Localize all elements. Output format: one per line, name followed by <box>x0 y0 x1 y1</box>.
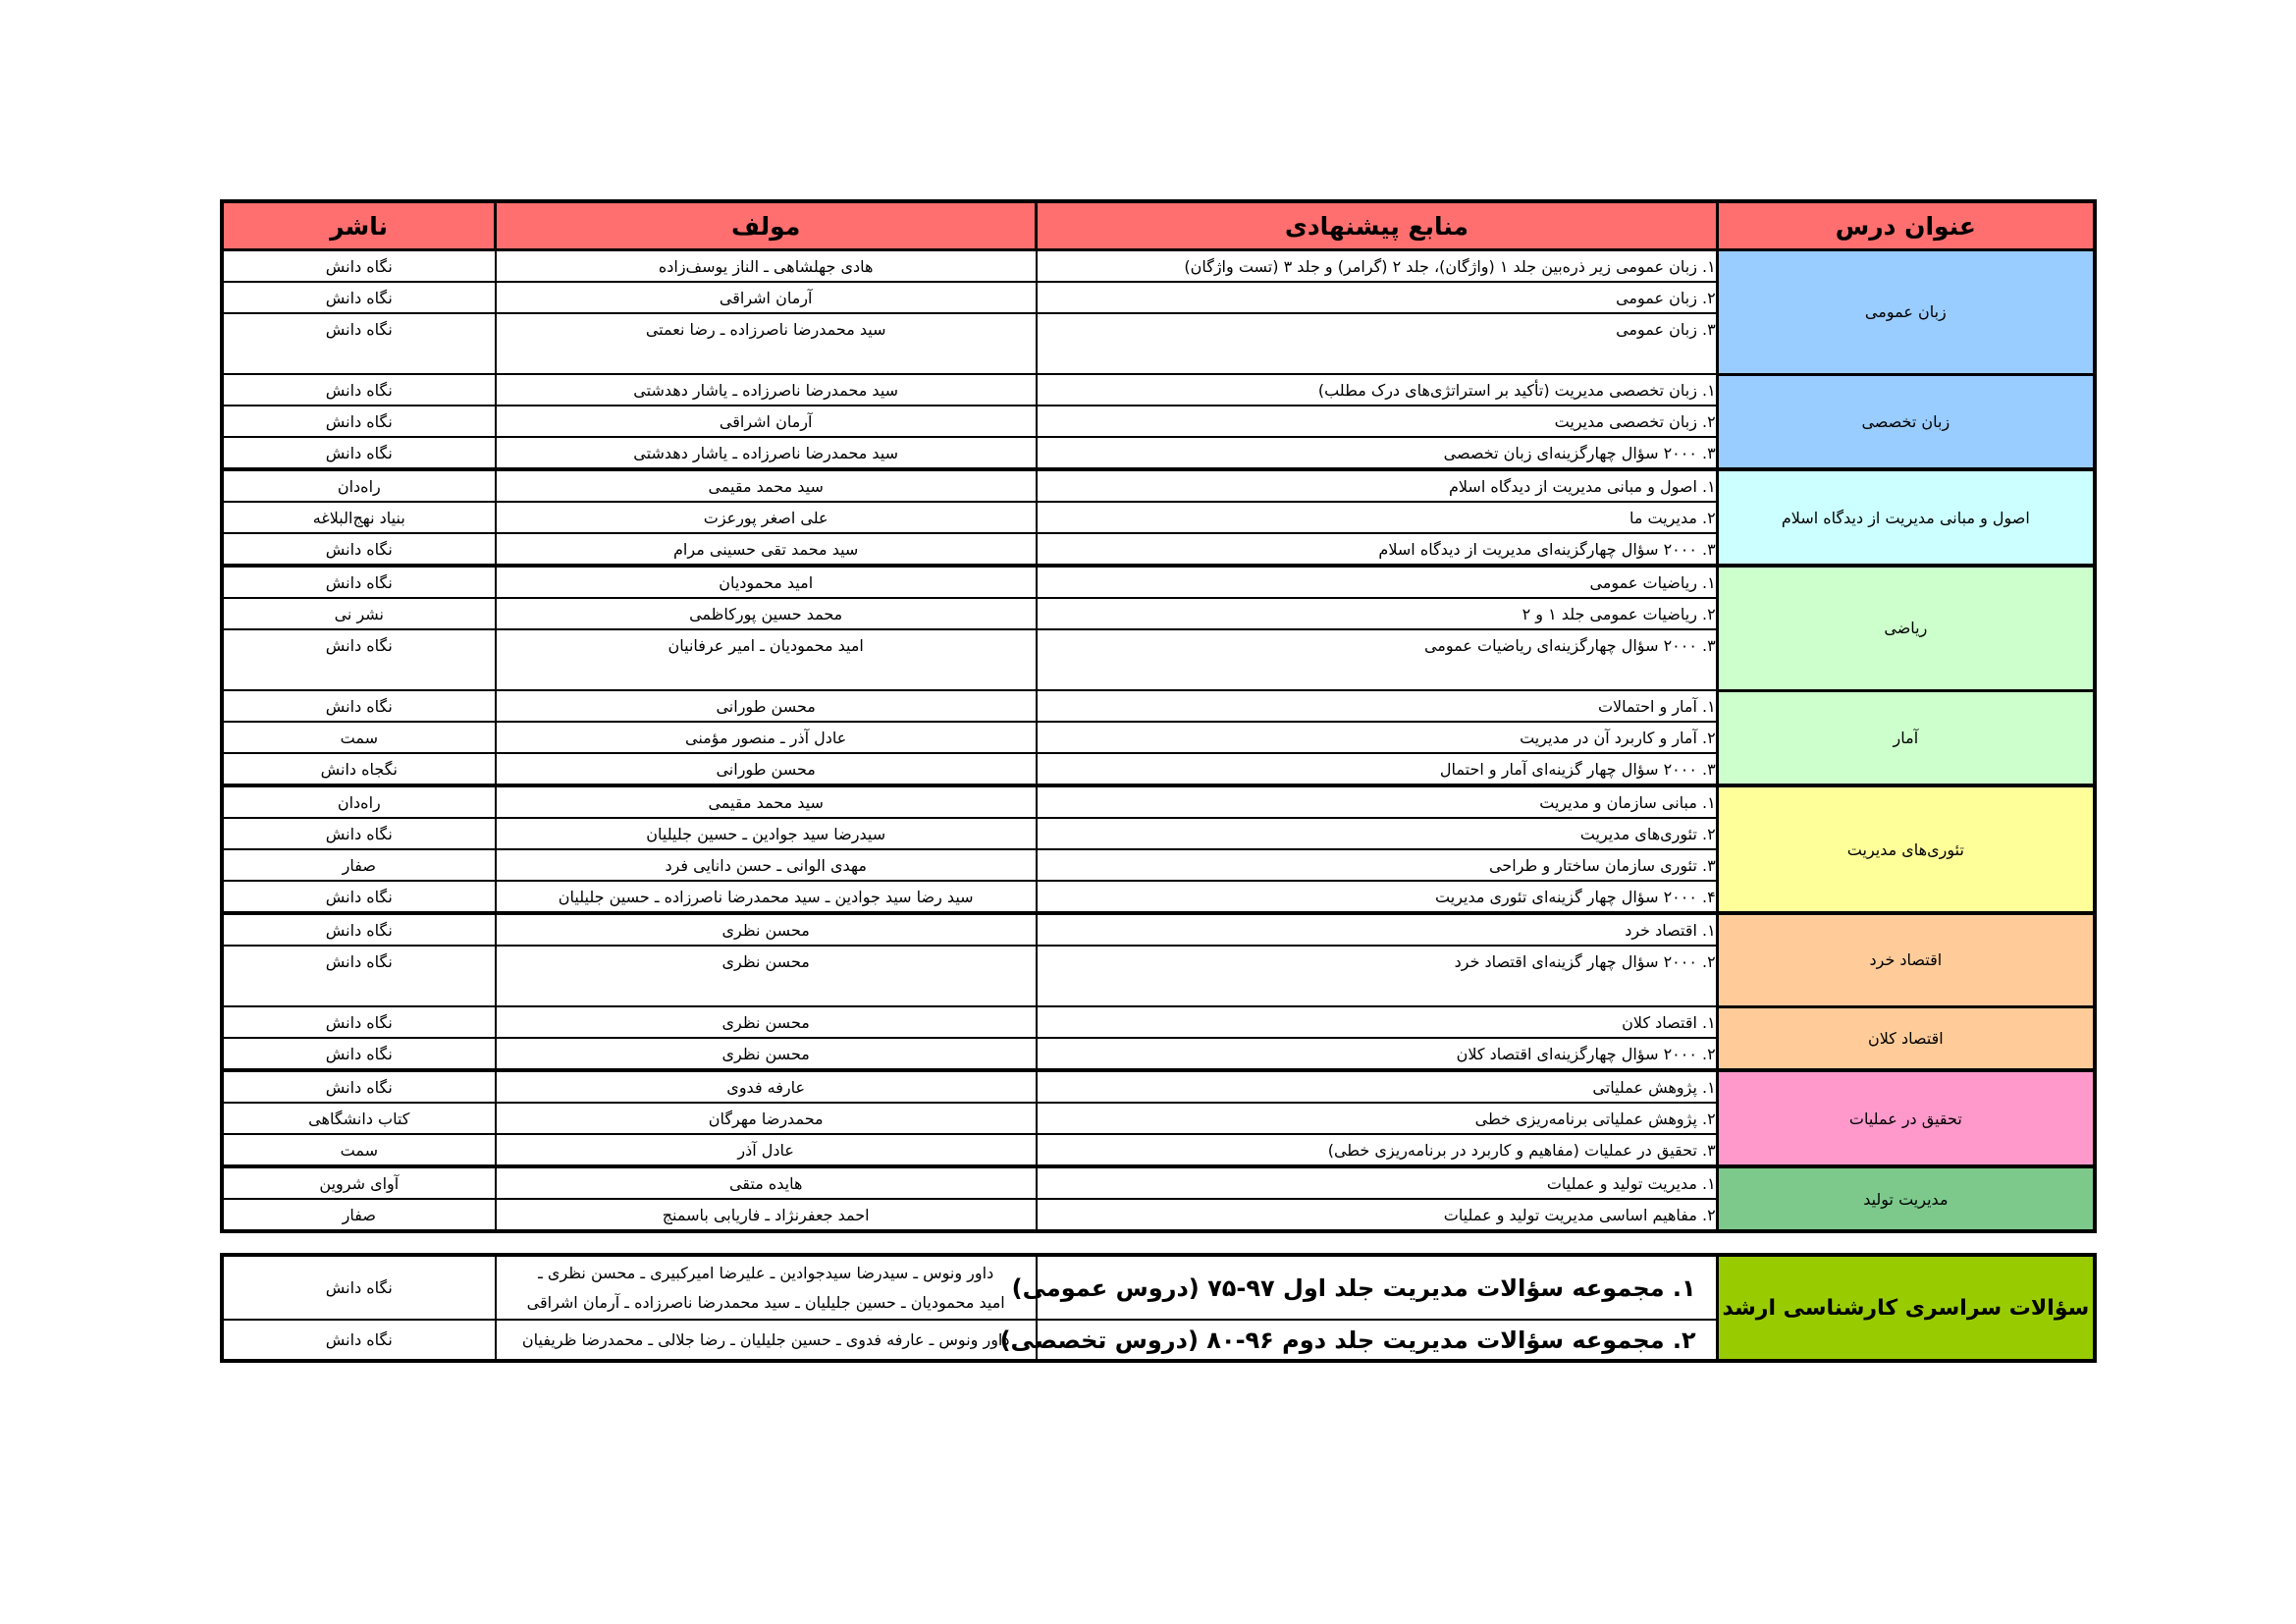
course-title: ریاضی <box>1717 566 2095 690</box>
author-cell: امید محمودیان ـ امیر عرفانیان <box>496 629 1037 660</box>
author-line: داور ونوس ـ سیدرضا سیدجوادین ـ علیرضا امیرکبیری ـ محسن نظری ـ <box>538 1263 994 1282</box>
source-cell: ۳. ۲۰۰۰ سؤال چهارگزینه‌ای زبان تخصصی <box>1037 437 1717 469</box>
course-title: اقتصاد کلان <box>1717 1006 2095 1070</box>
source-cell: ۲. زبان عمومی <box>1037 282 1717 313</box>
author-cell: عادل آذر ـ منصور مؤمنی <box>496 722 1037 753</box>
course-title: اقتصاد خرد <box>1717 913 2095 1006</box>
header-course: عنوان درس <box>1717 201 2095 250</box>
source-cell: ۳. ۲۰۰۰ سؤال چهار گزینه‌ای آمار و احتمال <box>1037 753 1717 785</box>
publisher-cell: نگاه دانش <box>222 1255 496 1320</box>
publisher-cell: نگجاه دانش <box>222 753 496 785</box>
table-row <box>222 566 2095 598</box>
table-row <box>222 374 2095 406</box>
author-cell: محسن طورانی <box>496 753 1037 785</box>
source-cell: ۱. پژوهش عملیاتی <box>1037 1070 1717 1103</box>
author-cell: محسن نظری <box>496 1038 1037 1070</box>
source-cell: ۲. تئوری‌های مدیریت <box>1037 818 1717 849</box>
source-cell: ۲. مفاهیم اساسی مدیریت تولید و عملیات <box>1037 1199 1717 1231</box>
publisher-cell: صفار <box>222 1199 496 1231</box>
table-row <box>222 913 2095 946</box>
publisher-cell: نگاه دانش <box>222 881 496 913</box>
source-cell: ۲. پژوهش عملیاتی برنامه‌ریزی خطی <box>1037 1103 1717 1134</box>
publisher-cell <box>222 976 496 1006</box>
author-cell: سید محمد مقیمی <box>496 469 1037 502</box>
source-cell: ۲. مدیریت ما <box>1037 502 1717 533</box>
author-cell: محسن نظری <box>496 913 1037 946</box>
table-row <box>222 1255 2095 1320</box>
author-cell: محمد حسین پورکاظمی <box>496 598 1037 629</box>
publisher-cell: صفار <box>222 849 496 881</box>
publisher-cell: سمت <box>222 722 496 753</box>
header-author: مولف <box>496 201 1037 250</box>
publisher-cell: نگاه دانش <box>222 250 496 283</box>
publisher-cell: سمت <box>222 1134 496 1166</box>
publisher-cell: راه‌دان <box>222 469 496 502</box>
publisher-cell: راه‌دان <box>222 785 496 818</box>
source-cell: ۱. زبان تخصصی مدیریت (تأکید بر استراتژی‌های درک مطلب) <box>1037 374 1717 406</box>
author-cell: آرمان اشراقی <box>496 406 1037 437</box>
resources-table <box>220 199 2097 1233</box>
author-cell <box>496 660 1037 690</box>
publisher-cell: نگاه دانش <box>222 1038 496 1070</box>
publisher-cell: نگاه دانش <box>222 282 496 313</box>
publisher-cell: نگاه دانش <box>222 1070 496 1103</box>
source-cell: ۱. ریاضیات عمومی <box>1037 566 1717 598</box>
course-title: تحقیق در عملیات <box>1717 1070 2095 1166</box>
source-cell <box>1037 660 1717 690</box>
source-cell: ۱. اصول و مبانی مدیریت از دیدگاه اسلام <box>1037 469 1717 502</box>
author-cell: مهدی الوانی ـ حسن دانایی فرد <box>496 849 1037 881</box>
publisher-cell <box>222 660 496 690</box>
source-cell: ۱. آمار و احتمالات <box>1037 690 1717 722</box>
author-cell: آرمان اشراقی <box>496 282 1037 313</box>
source-cell: ۲. آمار و کاربرد آن در مدیریت <box>1037 722 1717 753</box>
author-line: داور ونوس ـ عارفه فدوی ـ حسین جلیلیان ـ رضا جلالی ـ محمدرضا ظریفیان <box>521 1329 1010 1349</box>
source-cell: ۱. زبان عمومی زیر ذره‌بین جلد ۱ (واژگان)، جلد ۲ (گرامر) و جلد ۳ (تست واژگان) <box>1037 250 1717 283</box>
publisher-cell: نگاه دانش <box>222 1320 496 1361</box>
publisher-cell: نشر نی <box>222 598 496 629</box>
publisher-cell: نگاه دانش <box>222 629 496 660</box>
course-title: زبان عمومی <box>1717 250 2095 375</box>
author-cell <box>496 1320 1037 1361</box>
source-cell: ۳. تئوری سازمان ساختار و طراحی <box>1037 849 1717 881</box>
source-cell: ۲. ریاضیات عمومی جلد ۱ و ۲ <box>1037 598 1717 629</box>
publisher-cell: نگاه دانش <box>222 406 496 437</box>
publisher-cell: کتاب دانشگاهی <box>222 1103 496 1134</box>
author-cell <box>496 1255 1037 1320</box>
author-cell: محمدرضا مهرگان <box>496 1103 1037 1134</box>
author-cell: سید محمد مقیمی <box>496 785 1037 818</box>
source-cell: ۲. ۲۰۰۰ سؤال چهار گزینه‌ای اقتصاد خرد <box>1037 946 1717 976</box>
course-title: آمار <box>1717 690 2095 785</box>
source-cell: ۲. ۲۰۰۰ سؤال چهارگزینه‌ای اقتصاد کلان <box>1037 1038 1717 1070</box>
publisher-cell: نگاه دانش <box>222 1006 496 1038</box>
publisher-cell: نگاه دانش <box>222 533 496 566</box>
source-cell: ۳. تحقیق در عملیات (مفاهیم و کاربرد در برنامه‌ریزی خطی) <box>1037 1134 1717 1166</box>
source-cell: ۱. اقتصاد کلان <box>1037 1006 1717 1038</box>
course-title: زبان تخصصی <box>1717 374 2095 469</box>
source-cell: ۲. مجموعه سؤالات مدیریت جلد دوم ۹۶-۸۰ (دروس تخصصی) <box>1037 1320 1717 1361</box>
source-cell: ۳. ۲۰۰۰ سؤال چهارگزینه‌ای مدیریت از دیدگاه اسلام <box>1037 533 1717 566</box>
publisher-cell: نگاه دانش <box>222 313 496 344</box>
exam-questions-title: سؤالات سراسری کارشناسی ارشد <box>1717 1255 2095 1361</box>
author-cell <box>496 976 1037 1006</box>
publisher-cell: نگاه دانش <box>222 946 496 976</box>
table-row <box>222 250 2095 283</box>
author-cell: احمد جعفرنژاد ـ فاریابی باسمنج <box>496 1199 1037 1231</box>
publisher-cell: بنیاد نهج‌البلاغه <box>222 502 496 533</box>
author-cell: سید رضا سید جوادین ـ سید محمدرضا ناصرزاده ـ حسین جلیلیان <box>496 881 1037 913</box>
course-title: تئوری‌های مدیریت <box>1717 785 2095 913</box>
source-cell: ۳. ۲۰۰۰ سؤال چهارگزینه‌ای ریاضیات عمومی <box>1037 629 1717 660</box>
author-cell: هادی جهلشاهی ـ الناز یوسف‌زاده <box>496 250 1037 283</box>
author-cell: عادل آذر <box>496 1134 1037 1166</box>
source-cell: ۴. ۲۰۰۰ سؤال چهار گزینه‌ای تئوری مدیریت <box>1037 881 1717 913</box>
publisher-cell <box>222 344 496 374</box>
source-cell: ۳. زبان عمومی <box>1037 313 1717 344</box>
table-row <box>222 1070 2095 1103</box>
table-row <box>222 1166 2095 1199</box>
header-source: منابع پیشنهادی <box>1037 201 1717 250</box>
author-cell: سید محمدرضا ناصرزاده ـ یاشار دهدشتی <box>496 374 1037 406</box>
author-cell: امید محمودیان <box>496 566 1037 598</box>
source-cell <box>1037 344 1717 374</box>
author-cell <box>496 344 1037 374</box>
exam-questions-table <box>220 1253 2097 1363</box>
source-cell <box>1037 976 1717 1006</box>
source-cell: ۲. زبان تخصصی مدیریت <box>1037 406 1717 437</box>
source-cell: ۱. مجموعه سؤالات مدیریت جلد اول ۹۷-۷۵ (دروس عمومی) <box>1037 1255 1717 1320</box>
author-cell: هایده متقی <box>496 1166 1037 1199</box>
publisher-cell: نگاه دانش <box>222 913 496 946</box>
author-cell: محسن نظری <box>496 946 1037 976</box>
header-publisher: ناشر <box>222 201 496 250</box>
publisher-cell: نگاه دانش <box>222 690 496 722</box>
publisher-cell: نگاه دانش <box>222 566 496 598</box>
course-title: اصول و مبانی مدیریت از دیدگاه اسلام <box>1717 469 2095 566</box>
author-cell: محسن نظری <box>496 1006 1037 1038</box>
table-row <box>222 785 2095 818</box>
author-cell: عارفه فدوی <box>496 1070 1037 1103</box>
author-line: امید محمودیان ـ حسین جلیلیان ـ سید محمدرضا ناصرزاده ـ آرمان اشراقی <box>526 1292 1005 1312</box>
publisher-cell: نگاه دانش <box>222 374 496 406</box>
source-cell: ۱. مبانی سازمان و مدیریت <box>1037 785 1717 818</box>
author-cell: سیدرضا سید جوادین ـ حسین جلیلیان <box>496 818 1037 849</box>
publisher-cell: آوای شروین <box>222 1166 496 1199</box>
author-cell: سید محمدرضا ناصرزاده ـ یاشار دهدشتی <box>496 437 1037 469</box>
author-cell: علی اصغر پورعزت <box>496 502 1037 533</box>
author-cell: سید محمد تقی حسینی مرام <box>496 533 1037 566</box>
publisher-cell: نگاه دانش <box>222 818 496 849</box>
table-row <box>222 469 2095 502</box>
table-row <box>222 690 2095 722</box>
author-cell: محسن طورانی <box>496 690 1037 722</box>
author-cell: سید محمدرضا ناصرزاده ـ رضا نعمتی <box>496 313 1037 344</box>
source-cell: ۱. مدیریت تولید و عملیات <box>1037 1166 1717 1199</box>
source-cell: ۱. اقتصاد خرد <box>1037 913 1717 946</box>
table-row <box>222 1006 2095 1038</box>
publisher-cell: نگاه دانش <box>222 437 496 469</box>
course-title: مدیریت تولید <box>1717 1166 2095 1231</box>
